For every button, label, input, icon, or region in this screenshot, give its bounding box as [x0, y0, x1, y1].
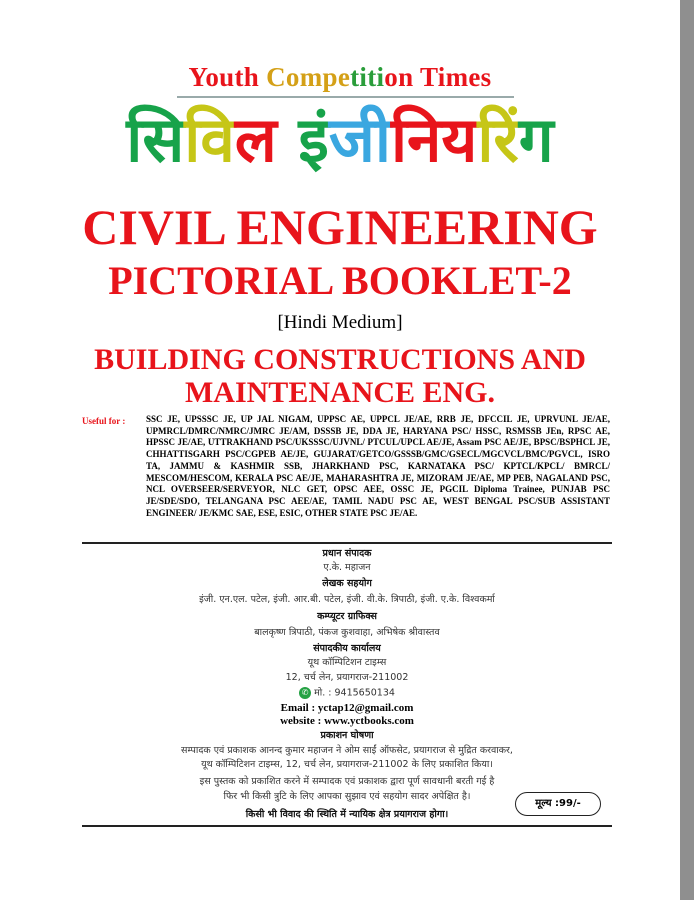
declaration-line-2: यूथ कॉम्पिटिशन टाइम्स, 12, चर्च लेन, प्रयागराज-211002 के लिए प्रकाशित किया। — [201, 759, 493, 770]
publisher-underline — [177, 96, 514, 98]
hindi-title-segment: जी — [328, 103, 391, 176]
jurisdiction-note: किसी भी विवाद की स्थिति में न्यायिक क्षेत्र प्रयागराज होगा। — [245, 809, 449, 820]
hindi-title-segment: इं — [298, 103, 329, 176]
office-label: संपादकीय कार्यालय — [313, 643, 381, 654]
hindi-title-segment: सि — [126, 103, 185, 176]
declaration-line-1: सम्पादक एवं प्रकाशक आनन्द कुमार महाजन ने ओम साईं ऑफसेट, प्रयागराज से मुद्रित करवाकर, — [181, 745, 513, 756]
hindi-title-segment: ल — [234, 103, 299, 176]
hindi-title-segment: य — [441, 103, 478, 176]
disclaimer-line-2: फिर भी किसी त्रुटि के लिए आपका सुझाव एवं सहयोग सादर अपेक्षित है। — [223, 791, 471, 802]
divider-top — [82, 542, 612, 544]
page-edge-shadow — [680, 0, 694, 900]
website: website : www.yctbooks.com — [280, 715, 414, 727]
hindi-title-segment: रिं — [477, 103, 519, 176]
office-line-2: 12, चर्च लेन, प्रयागराज-211002 — [285, 672, 409, 683]
office-line-1: यूथ कॉम्पिटिशन टाइम्स — [307, 657, 387, 668]
email: Email : yctap12@gmail.com — [280, 702, 414, 714]
phone: मो. : 9415650134 — [314, 687, 395, 699]
hindi-title — [0, 100, 680, 180]
topic-line-2: MAINTENANCE ENG. — [184, 376, 496, 409]
english-title: CIVIL ENGINEERING — [82, 199, 598, 255]
hindi-title-segment: वि — [184, 103, 235, 176]
chief-editor: ए.के. महाजन — [323, 562, 371, 573]
topic-line-1: BUILDING CONSTRUCTIONS AND — [94, 343, 586, 376]
medium-label: [Hindi Medium] — [277, 312, 403, 333]
graphics-label: कम्प्यूटर ग्राफिक्स — [317, 611, 377, 622]
publisher-name — [0, 62, 680, 93]
declaration-label: प्रकाशन घोषणा — [320, 730, 374, 741]
writers-label: लेखक सहयोग — [322, 578, 372, 589]
phone-row — [82, 687, 612, 700]
whatsapp-icon: ✆ — [299, 687, 311, 699]
publisher-name-segment: on Times — [384, 62, 492, 92]
chief-editor-label: प्रधान संपादक — [322, 548, 372, 559]
divider-bottom — [82, 825, 612, 827]
booklet-subtitle: PICTORIAL BOOKLET-2 — [108, 258, 572, 303]
disclaimer-line-1: इस पुस्तक को प्रकाशित करने में सम्पादक एवं प्रकाशक द्वारा पूर्ण सावधानी बरती गई है — [199, 776, 495, 787]
publisher-name-segment: titi — [350, 62, 385, 92]
useful-for-exams: SSC JE, UPSSSC JE, UP JAL NIGAM, UPPSC AE, UPPCL JE/AE, RRB JE, DFCCIL JE, UPRVUNL JE/AE, UPMRCL/DMRC/NMRC/JMRC JE/AM, DSSSB JE, DDA JE, HARYANA PSC/ HSSC, RSMSSB JEn, RPSC AE, HPSSC JE/AE, UTTRAKHAND PSC/UKSSSC/UJVNL/ PTCUL/UPCL AE/JE, Assam PSC AE/JE, BPSC/BSPHCL JE, CHHATTISGARH PSC/CGPEB AE/JE, GUJARAT/GETCO/GSSSB/GMC/GSECL/MGCVCL/BMC/PGVCL, ISRO TA, JAMMU & KASHMIR SSB, JHARKHAND PSC, KARNATAKA PSC/ KPTCL/KPCL/ BMRCL/ MESCOM/HESCOM, KERALA PSC AE/JE, MAHARASHTRA JE, MIZORAM JE/AE, MP PEB, NAGALAND PSC, NCL OVERSEER/SERVEYOR, NLC GET, OPSC AEE, OSSC JE, PGCIL Diploma Trainee, PUNJAB PSC JE/SDE/SDO, TELANGANA PSC AEE/AE, TAMIL NADU PSC AE, WEST BENGAL PSC/SUB ASSISTANT ENGINEER/ JE/KMC SAE, ESE, ESIC, OTHER STATE PSC JE/AE. — [146, 414, 610, 518]
price-badge: मूल्य :99/- — [515, 792, 601, 816]
writers: इंजी. एन.एल. पटेल, इंजी. आर.बी. पटेल, इंजी. वी.के. त्रिपाठी, इंजी. ए.के. विश्वकर्मा — [199, 594, 495, 605]
publisher-name-segment: Youth — [188, 62, 267, 92]
publisher-name-segment: Compe — [266, 62, 351, 92]
graphics: बालकृष्ण त्रिपाठी, पंकज कुशवाहा, अभिषेक श्रीवास्तव — [254, 627, 440, 638]
hindi-title-segment: ग — [518, 103, 554, 176]
useful-for-label: Useful for : — [82, 416, 126, 426]
hindi-title-segment: नि — [390, 103, 442, 176]
